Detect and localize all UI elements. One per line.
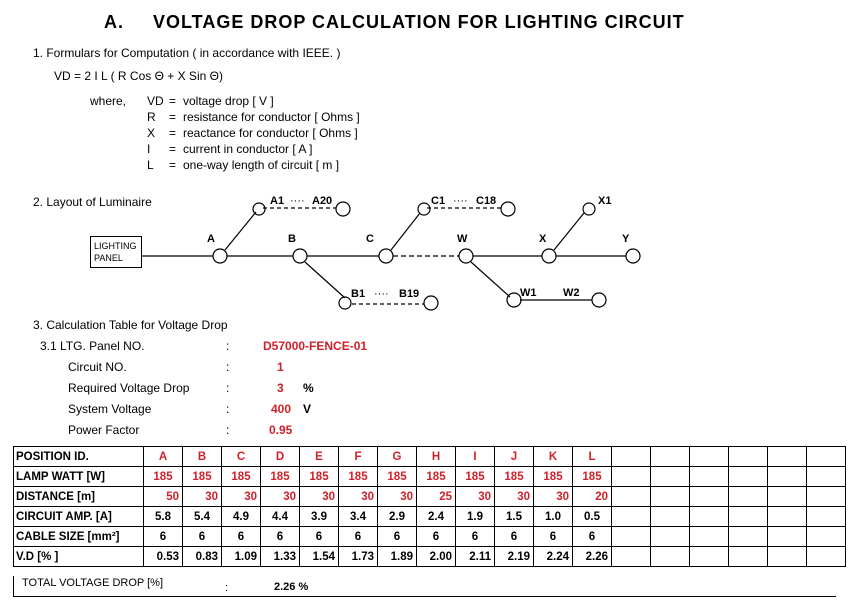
empty-cell — [651, 547, 690, 567]
empty-cell — [807, 527, 846, 547]
label-w2: W2 — [563, 287, 580, 299]
empty-cell — [690, 507, 729, 527]
node-w2 — [592, 293, 606, 307]
param-circuit-value: 1 — [277, 360, 284, 374]
table-cell: 30 — [378, 487, 417, 507]
table-row — [14, 527, 846, 547]
voltage-drop-table — [13, 446, 846, 567]
empty-cell — [612, 467, 651, 487]
table-cell: 2.19 — [495, 547, 534, 567]
param-panel-colon: : — [226, 339, 230, 353]
table-cell: 6 — [573, 527, 612, 547]
node-c — [379, 249, 393, 263]
label-a20: A20 — [312, 195, 333, 207]
empty-cell — [768, 467, 807, 487]
label-w: W — [457, 233, 468, 245]
empty-cell — [768, 507, 807, 527]
label-x1: X1 — [598, 195, 612, 207]
param-voltage-unit: V — [303, 402, 312, 416]
label-b-dots: ···· — [374, 288, 389, 300]
table-cell: 0.53 — [144, 547, 183, 567]
empty-cell — [729, 507, 768, 527]
table-cell: 1.5 — [495, 507, 534, 527]
table-cell: 1.33 — [261, 547, 300, 567]
table-cell: 20 — [573, 487, 612, 507]
param-voltage-label: System Voltage — [68, 402, 152, 416]
table-cell: 185 — [222, 467, 261, 487]
empty-cell — [612, 447, 651, 467]
empty-cell — [729, 527, 768, 547]
table-cell: 6 — [495, 527, 534, 547]
total-colon: : — [225, 582, 229, 594]
label-c: C — [366, 233, 374, 245]
table-cell: 2.24 — [534, 547, 573, 567]
table-row — [14, 447, 846, 467]
table-cell: 6 — [456, 527, 495, 547]
table-cell: F — [339, 447, 378, 467]
table-cell: 1.9 — [456, 507, 495, 527]
label-b19: B19 — [399, 288, 420, 300]
vd-equation: VD = 2 I L ( R Cos Θ + X Sin Θ) — [54, 69, 223, 83]
table-cell: 6 — [144, 527, 183, 547]
table-cell: B — [183, 447, 222, 467]
page-title: VOLTAGE DROP CALCULATION FOR LIGHTING CIRCUIT — [153, 12, 685, 32]
node-w — [459, 249, 473, 263]
layout-heading: 2. Layout of Luminaire — [33, 195, 152, 209]
param-pf-colon: : — [226, 423, 230, 437]
label-x: X — [539, 233, 547, 245]
table-row — [14, 467, 846, 487]
empty-cell — [729, 487, 768, 507]
table-cell: 185 — [144, 467, 183, 487]
table-cell: L — [573, 447, 612, 467]
label-y: Y — [622, 233, 630, 245]
empty-cell — [612, 487, 651, 507]
table-cell: 25 — [417, 487, 456, 507]
def-l-eq: = — [169, 158, 177, 172]
table-cell: 2.4 — [417, 507, 456, 527]
table-cell: 30 — [495, 487, 534, 507]
row-label: CIRCUIT AMP. [A] — [14, 507, 144, 527]
param-circuit-colon: : — [226, 360, 230, 374]
section-number: A. — [104, 12, 124, 32]
def-r-eq: = — [169, 110, 177, 124]
empty-cell — [690, 547, 729, 567]
row-label: POSITION ID. — [14, 447, 144, 467]
table-cell: 30 — [456, 487, 495, 507]
label-a1: A1 — [270, 195, 285, 207]
param-voltage-value: 400 — [271, 402, 292, 416]
table-cell: 4.4 — [261, 507, 300, 527]
table-cell: 6 — [261, 527, 300, 547]
param-voltage-colon: : — [226, 402, 230, 416]
table-cell: 185 — [300, 467, 339, 487]
branch-a-up — [225, 212, 256, 250]
table-cell: C — [222, 447, 261, 467]
panel-label-line1: LIGHTING — [94, 241, 137, 251]
empty-cell — [807, 467, 846, 487]
table-cell: K — [534, 447, 573, 467]
empty-cell — [768, 547, 807, 567]
table-cell: 50 — [144, 487, 183, 507]
empty-cell — [690, 467, 729, 487]
empty-cell — [807, 487, 846, 507]
empty-cell — [651, 447, 690, 467]
empty-cell — [729, 447, 768, 467]
label-b: B — [288, 233, 296, 245]
param-panel-label: 3.1 LTG. Panel NO. — [40, 339, 145, 353]
def-i-desc: current in conductor [ A ] — [183, 142, 313, 156]
node-w1 — [507, 293, 521, 307]
table-cell: 6 — [378, 527, 417, 547]
table-cell: 30 — [222, 487, 261, 507]
table-cell: 185 — [417, 467, 456, 487]
empty-cell — [690, 527, 729, 547]
def-x-symbol: X — [147, 126, 156, 140]
table-cell: 185 — [339, 467, 378, 487]
table-cell: E — [300, 447, 339, 467]
def-vd-eq: = — [169, 94, 177, 108]
node-b1 — [339, 297, 351, 309]
table-cell: 185 — [261, 467, 300, 487]
param-vdrop-label: Required Voltage Drop — [68, 381, 190, 395]
table-cell: 30 — [534, 487, 573, 507]
table-cell: 1.09 — [222, 547, 261, 567]
table-cell: 185 — [573, 467, 612, 487]
table-cell: 1.89 — [378, 547, 417, 567]
table-cell: 1.73 — [339, 547, 378, 567]
total-row — [13, 576, 836, 597]
def-r-desc: resistance for conductor [ Ohms ] — [183, 110, 360, 124]
empty-cell — [612, 527, 651, 547]
empty-cell — [612, 547, 651, 567]
node-b — [293, 249, 307, 263]
node-x — [542, 249, 556, 263]
label-w1: W1 — [520, 287, 537, 299]
total-value: 2.26 % — [274, 581, 309, 593]
table-cell: I — [456, 447, 495, 467]
branch-c-up — [391, 213, 420, 250]
table-cell: 2.11 — [456, 547, 495, 567]
table-cell: 6 — [339, 527, 378, 547]
node-a — [213, 249, 227, 263]
empty-cell — [768, 447, 807, 467]
table-cell: 0.5 — [573, 507, 612, 527]
empty-cell — [651, 487, 690, 507]
table-cell: A — [144, 447, 183, 467]
def-vd-desc: voltage drop [ V ] — [183, 94, 274, 108]
table-cell: 1.54 — [300, 547, 339, 567]
row-label: V.D [% ] — [14, 547, 144, 567]
empty-cell — [807, 447, 846, 467]
param-pf-label: Power Factor — [68, 423, 140, 437]
param-vdrop-value: 3 — [277, 381, 284, 395]
branch-w-down — [471, 262, 510, 297]
def-x-desc: reactance for conductor [ Ohms ] — [183, 126, 358, 140]
node-a1 — [253, 203, 265, 215]
def-i-symbol: I — [147, 142, 151, 156]
row-label: DISTANCE [m] — [14, 487, 144, 507]
branch-b-down — [305, 262, 345, 298]
label-c-dots: ···· — [453, 195, 468, 207]
table-cell: 6 — [300, 527, 339, 547]
table-cell: 5.8 — [144, 507, 183, 527]
param-vdrop-unit: % — [303, 381, 314, 395]
empty-cell — [690, 487, 729, 507]
empty-cell — [612, 507, 651, 527]
table-cell: 6 — [534, 527, 573, 547]
table-cell: H — [417, 447, 456, 467]
param-circuit-label: Circuit NO. — [68, 360, 127, 374]
table-cell: D — [261, 447, 300, 467]
table-cell: J — [495, 447, 534, 467]
empty-cell — [807, 507, 846, 527]
table-cell: 6 — [222, 527, 261, 547]
label-b1: B1 — [351, 288, 366, 300]
table-cell: 2.26 — [573, 547, 612, 567]
node-a20 — [336, 202, 350, 216]
empty-cell — [729, 467, 768, 487]
def-l-symbol: L — [147, 158, 154, 172]
table-row — [14, 507, 846, 527]
table-cell: 2.9 — [378, 507, 417, 527]
node-c18 — [501, 202, 515, 216]
branch-x-up — [554, 213, 584, 250]
total-label: TOTAL VOLTAGE DROP [%] — [22, 577, 163, 589]
empty-cell — [729, 547, 768, 567]
label-c18: C18 — [476, 195, 497, 207]
empty-cell — [768, 527, 807, 547]
table-cell: G — [378, 447, 417, 467]
empty-cell — [651, 467, 690, 487]
table-cell: 3.4 — [339, 507, 378, 527]
table-cell: 185 — [456, 467, 495, 487]
table-cell: 185 — [183, 467, 222, 487]
table-cell: 185 — [495, 467, 534, 487]
node-b19 — [424, 296, 438, 310]
def-x-eq: = — [169, 126, 177, 140]
where-label: where, — [90, 94, 127, 108]
label-a-dots: ···· — [290, 195, 305, 207]
label-c1: C1 — [431, 195, 446, 207]
empty-cell — [768, 487, 807, 507]
empty-cell — [651, 507, 690, 527]
row-label: CABLE SIZE [mm²] — [14, 527, 144, 547]
table-cell: 30 — [261, 487, 300, 507]
table-cell: 6 — [183, 527, 222, 547]
table-cell: 4.9 — [222, 507, 261, 527]
table-row — [14, 487, 846, 507]
row-label: LAMP WATT [W] — [14, 467, 144, 487]
table-cell: 2.00 — [417, 547, 456, 567]
empty-cell — [690, 447, 729, 467]
table-cell: 6 — [417, 527, 456, 547]
calc-heading: 3. Calculation Table for Voltage Drop — [33, 318, 228, 332]
panel-label-line2: PANEL — [94, 253, 123, 263]
empty-cell — [807, 547, 846, 567]
def-i-eq: = — [169, 142, 177, 156]
table-row — [14, 547, 846, 567]
formulas-heading: 1. Formulars for Computation ( in accordance with IEEE. ) — [33, 46, 341, 60]
table-cell: 1.0 — [534, 507, 573, 527]
table-cell: 185 — [378, 467, 417, 487]
def-vd-symbol: VD — [147, 94, 164, 108]
table-cell: 30 — [300, 487, 339, 507]
node-x1 — [583, 203, 595, 215]
table-cell: 30 — [339, 487, 378, 507]
table-cell: 0.83 — [183, 547, 222, 567]
def-r-symbol: R — [147, 110, 156, 124]
table-cell: 30 — [183, 487, 222, 507]
table-cell: 5.4 — [183, 507, 222, 527]
node-c1 — [418, 203, 430, 215]
param-pf-value: 0.95 — [269, 423, 293, 437]
node-y — [626, 249, 640, 263]
label-a: A — [207, 233, 215, 245]
def-l-desc: one-way length of circuit [ m ] — [183, 158, 340, 172]
empty-cell — [651, 527, 690, 547]
table-cell: 3.9 — [300, 507, 339, 527]
table-cell: 185 — [534, 467, 573, 487]
param-panel-value: D57000-FENCE-01 — [263, 339, 368, 353]
param-vdrop-colon: : — [226, 381, 230, 395]
